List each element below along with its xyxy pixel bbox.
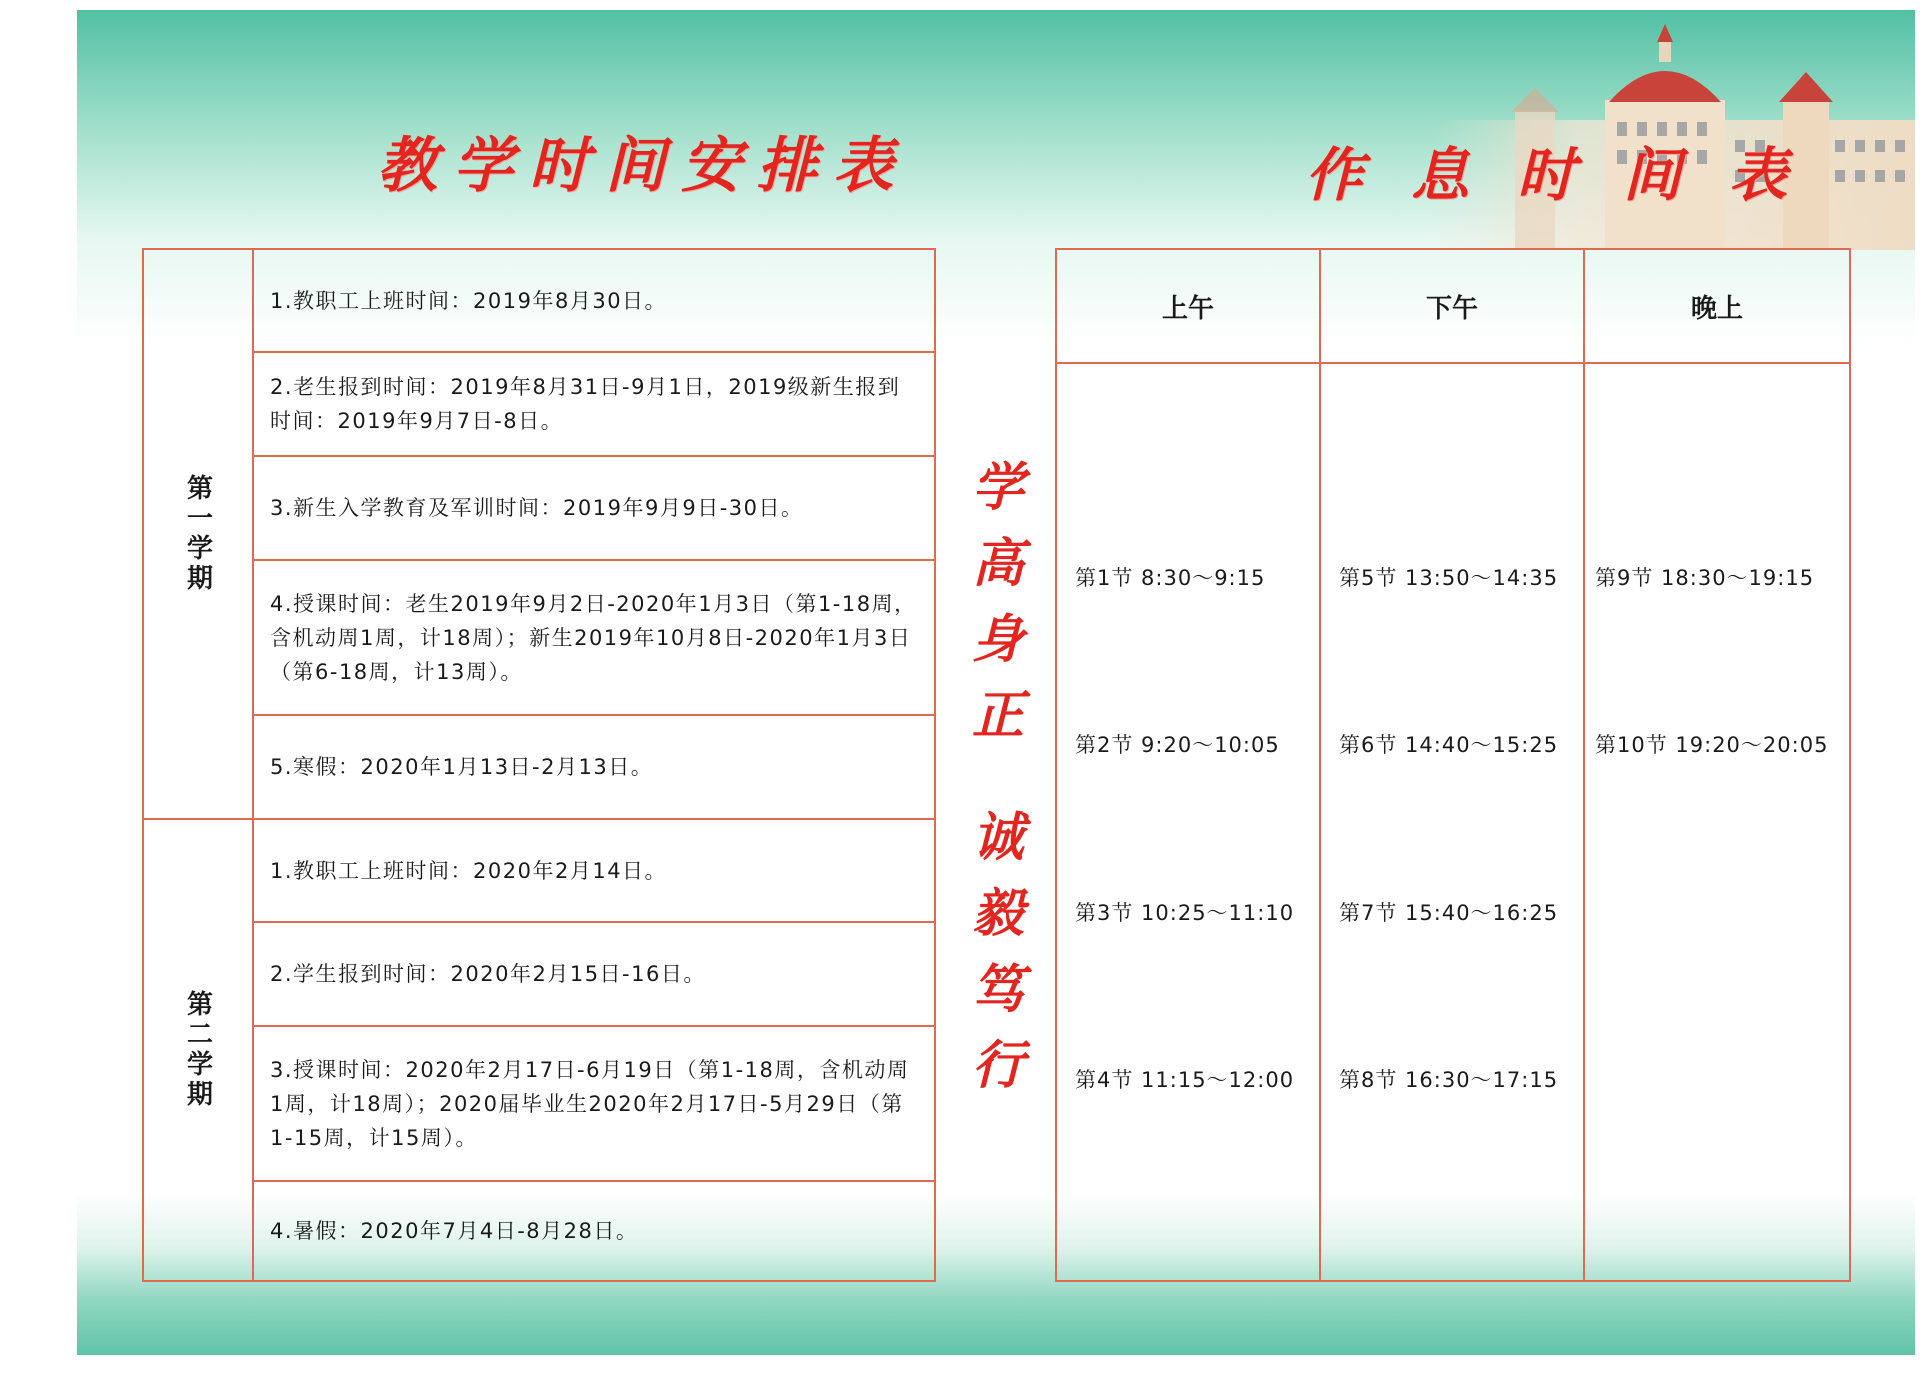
daily-schedule-table bbox=[1055, 248, 1851, 1282]
term-item: 4.授课时间：老生2019年9月2日-2020年1月3日（第1-18周，含机动周1周，计18周）；新生2019年10月8日-2020年1月3日（第6-18周，计13周）。 bbox=[254, 561, 934, 716]
period-cell: 第5节 13:50～14:35 bbox=[1339, 566, 1559, 590]
morning-periods bbox=[1057, 364, 1321, 1280]
period-cell: 第8节 16:30～17:15 bbox=[1339, 1068, 1559, 1092]
column-header-afternoon: 下午 bbox=[1321, 250, 1585, 364]
column-header-evening: 晚上 bbox=[1585, 250, 1849, 364]
daily-schedule-title: 作息时间表 bbox=[1305, 141, 1836, 209]
period-cell: 第7节 15:40～16:25 bbox=[1339, 901, 1559, 925]
term-label-text: 第二学期 bbox=[182, 990, 213, 1110]
period-cell: 第4节 11:15～12:00 bbox=[1075, 1068, 1295, 1092]
afternoon-periods bbox=[1321, 364, 1585, 1280]
term-2-label bbox=[144, 820, 254, 1280]
term-item: 3.授课时间：2020年2月17日-6月19日（第1-18周，含机动周1周，计18周）；2020届毕业生2020年2月17日-5月29日（第1-15周，计15周）。 bbox=[254, 1027, 934, 1182]
period-cell: 第3节 10:25～11:10 bbox=[1075, 901, 1295, 925]
period-cell: 第10节 19:20～20:05 bbox=[1595, 733, 1829, 757]
evening-periods bbox=[1585, 364, 1849, 1280]
term-1-label bbox=[144, 250, 254, 820]
term-item: 1.教职工上班时间：2020年2月14日。 bbox=[254, 820, 934, 923]
term-label-text: 第一学期 bbox=[182, 474, 213, 594]
period-cell: 第2节 9:20～10:05 bbox=[1075, 733, 1280, 757]
period-cell: 第1节 8:30～9:15 bbox=[1075, 566, 1266, 590]
term-item: 3.新生入学教育及军训时间：2019年9月9日-30日。 bbox=[254, 457, 934, 561]
period-cell: 第6节 14:40～15:25 bbox=[1339, 733, 1559, 757]
term-item: 1.教职工上班时间：2019年8月30日。 bbox=[254, 250, 934, 353]
motto-line-2: 诚毅笃行 bbox=[971, 807, 1024, 1096]
period-cell: 第9节 18:30～19:15 bbox=[1595, 566, 1815, 590]
term-item: 5.寒假：2020年1月13日-2月13日。 bbox=[270, 755, 654, 779]
term-item: 2.老生报到时间：2019年8月31日-9月1日，2019级新生报到时间：2019年9月7日-8日。 bbox=[254, 353, 934, 457]
term-2-items bbox=[254, 820, 934, 1280]
term-item: 2.学生报到时间：2020年2月15日-16日。 bbox=[254, 923, 934, 1027]
term-item: 4.暑假：2020年7月4日-8月28日。 bbox=[270, 1219, 639, 1243]
term-1-items bbox=[254, 250, 934, 820]
motto-line-1: 学高身正 bbox=[971, 457, 1024, 746]
teaching-schedule-table bbox=[142, 248, 936, 1282]
column-header-morning: 上午 bbox=[1057, 250, 1321, 364]
teaching-schedule-title: 教学时间安排表 bbox=[377, 131, 909, 201]
